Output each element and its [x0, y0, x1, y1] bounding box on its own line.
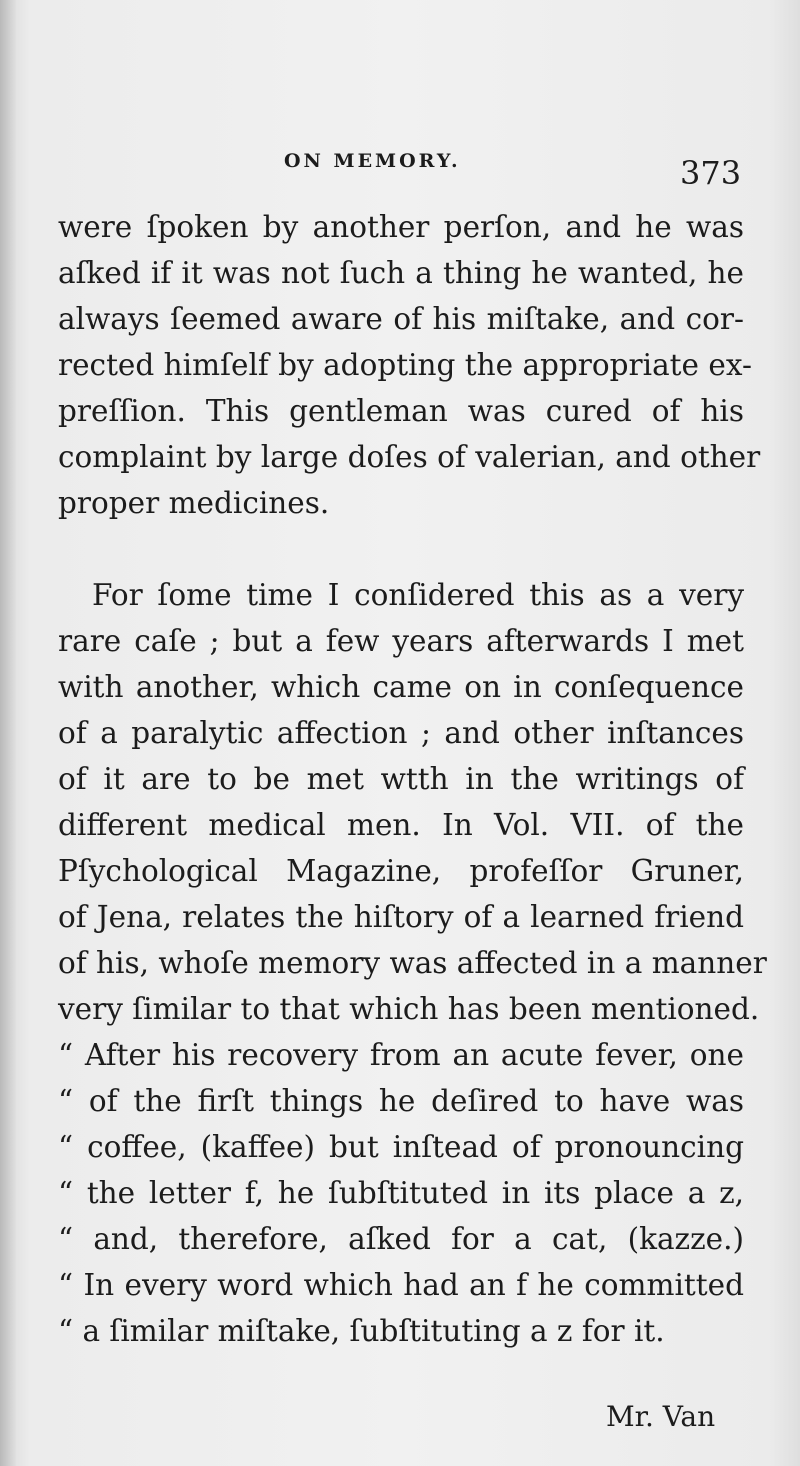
text-line: “ a ſimilar miſtake, ſubſtituting a z for it. — [58, 1314, 665, 1348]
text-line: rected himſelf by adopting the appropriate ex- — [58, 348, 752, 382]
text-line: aſked if it was not ſuch a thing he wanted, he — [58, 256, 744, 290]
text-line: “ coffee, (kaffee) but inſtead of pronouncing — [58, 1130, 744, 1164]
text-line: rare caſe ; but a few years afterwards I met — [58, 624, 744, 658]
text-line: complaint by large doſes of valerian, and other — [58, 440, 761, 474]
text-line: “ and, therefore, aſked for a cat, (kazze.) — [58, 1222, 744, 1256]
text-line: “ In every word which had an f he committed — [58, 1268, 744, 1302]
page-gutter-shadow — [0, 0, 16, 1466]
text-line: Pſychological Magazine, profeſſor Gruner, — [58, 854, 744, 888]
catchword: Mr. Van — [606, 1400, 716, 1433]
running-head: ON MEMORY. — [284, 150, 461, 172]
text-line: of it are to be met wtth in the writings of — [58, 762, 744, 796]
text-line: preſſion. This gentleman was cured of his — [58, 394, 744, 428]
page-number: 373 — [680, 154, 742, 192]
text-line: of a paralytic affection ; and other inſtances — [58, 716, 744, 750]
text-line: different medical men. In Vol. VII. of the — [58, 808, 744, 842]
paragraph-gap — [58, 526, 744, 572]
text-line: were ſpoken by another perſon, and he was — [58, 210, 744, 244]
text-line: “ of the firſt things he deſired to have was — [58, 1084, 744, 1118]
text-line: proper medicines. — [58, 486, 330, 520]
text-line: “ After his recovery from an acute fever, one — [58, 1038, 744, 1072]
text-line: “ the letter f, he ſubſtituted in its place a z, — [58, 1176, 744, 1210]
body-text — [58, 204, 767, 1354]
text-line: of Jena, relates the hiſtory of a learned friend — [58, 900, 744, 934]
text-line: always ſeemed aware of his miſtake, and cor- — [58, 302, 744, 336]
text-line: of his, whoſe memory was affected in a manner — [58, 946, 767, 980]
text-line: with another, which came on in conſequence — [58, 670, 744, 704]
text-line: For ſome time I conſidered this as a very — [92, 578, 744, 612]
text-line: very ſimilar to that which has been mentioned. — [58, 992, 760, 1026]
